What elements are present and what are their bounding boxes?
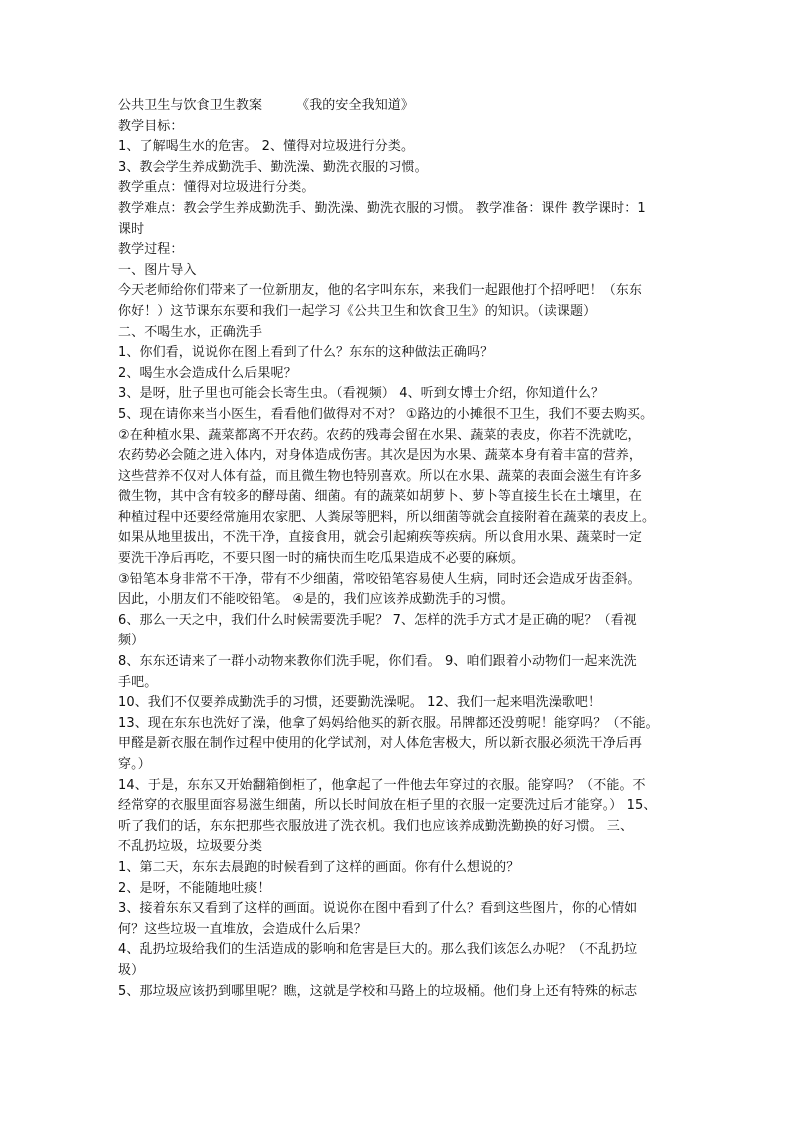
text-line: 3、接着东东又看到了这样的画面。说说你在图中看到了什么？看到这些图片，你的心情如 (118, 901, 638, 917)
text-line: 因此，小朋友们不能咬铅笔。 ④是的，我们应该养成勤洗手的习惯。 (118, 592, 514, 608)
document-page (118, 96, 680, 1002)
text-line: 何？这些垃圾一直堆放，会造成什么后果？ (118, 921, 367, 937)
document-title-line (118, 96, 680, 117)
text-line: 6、那么一天之中，我们什么时候需要洗手呢？ 7、怎样的洗手方式才是正确的呢？（看视 (118, 612, 637, 628)
text-line: 14、于是，东东又开始翻箱倒柜了，他拿起了一件他去年穿过的衣服。能穿吗？（不能。不 (118, 777, 646, 793)
text-line: 经常穿的衣服里面容易滋生细菌，所以长时间放在柜子里的衣服一定要洗过后才能穿。） 15、 (118, 798, 657, 814)
text-line: 你好！）这节课东东要和我们一起学习《公共卫生和饮食卫生》的知识。（读课题） (118, 303, 597, 319)
text-line: ③铅笔本身非常不干净，带有不少细菌，常咬铅笔容易使人生病，同时还会造成牙齿歪斜。 (118, 571, 641, 587)
text-line: 听了我们的话，东东把那些衣服放进了洗衣机。我们也应该养成勤洗勤换的好习惯。 三、 (118, 818, 634, 834)
document-body (118, 117, 680, 1003)
text-line: 如果从地里拔出，不洗干净，直接食用，就会引起痢疾等疾病。所以食用水果、蔬菜时一定 (118, 530, 643, 546)
document-subtitle: 《我的安全我知道》 (296, 98, 415, 113)
text-line: 1、你们看，说说你在图上看到了什么？东东的这种做法正确吗？ (118, 345, 494, 361)
text-line: 课时 (118, 221, 145, 237)
text-line: 3、是呀，肚子里也可能会长寄生虫。（看视频） 4、听到女博士介绍，你知道什么？ (118, 386, 605, 402)
text-line: 穿。） (118, 757, 151, 772)
text-line: 5、那垃圾应该扔到哪里呢？瞧，这就是学校和马路上的垃圾桶。他们身上还有特殊的标志 (118, 983, 638, 999)
text-line: 甲醛是新衣服在制作过程中使用的化学试剂，对人体危害极大，所以新衣服必须洗干净后再 (118, 736, 643, 752)
text-line: 5、现在请你来当小医生，看看他们做得对不对？ ①路边的小摊很不卫生，我们不要去购买。 (118, 406, 654, 422)
text-line: 2、喝生水会造成什么后果呢？ (118, 365, 297, 381)
text-line: 13、现在东东也洗好了澡，他拿了妈妈给他买的新衣服。吊牌都还没剪呢！能穿吗？（不能。 (118, 715, 659, 731)
text-line: 1、第二天，东东去晨跑的时候看到了这样的画面。你有什么想说的？ (118, 859, 520, 875)
text-line: 4、乱扔垃圾给我们的生活造成的影响和危害是巨大的。那么我们该怎么办呢？（不乱扔垃 (118, 942, 638, 958)
text-line: 教学重点：懂得对垃圾进行分类。 (118, 180, 315, 196)
text-line: 频） (118, 633, 145, 649)
text-line: 这些营养不仅对人体有益，而且微生物也特别喜欢。所以在水果、蔬菜的表面会滋生有许多 (118, 468, 643, 484)
text-line: 圾） (118, 962, 145, 978)
text-line: 二、不喝生水，正确洗手 (118, 324, 263, 340)
text-line: 教学过程： (118, 242, 184, 258)
text-line: 农药势必会随之进入体内，对身体造成伤害。其次是因为水果、蔬菜本身有着丰富的营养， (118, 448, 643, 464)
text-line: 种植过程中还要经常施用农家肥、人粪尿等肥料，所以细菌等就会直接附着在蔬菜的表皮上。 (118, 509, 656, 525)
text-line: 10、我们不仅要养成勤洗手的习惯，还要勤洗澡呢。 12、我们一起来唱洗澡歌吧！ (118, 695, 602, 711)
text-line: 不乱扔垃圾，垃圾要分类 (118, 839, 263, 855)
text-line: 要洗干净后再吃，不要只图一时的痛快而生吃瓜果造成不必要的麻烦。 (118, 551, 525, 567)
text-line: 2、是呀，不能随地吐痰！ (118, 880, 271, 896)
document-title: 公共卫生与饮食卫生教案 (118, 98, 263, 113)
text-line: 教学目标： (118, 118, 184, 134)
text-line: 一、图片导入 (118, 262, 197, 278)
text-line: 教学难点：教会学生养成勤洗手、勤洗澡、勤洗衣服的习惯。 教学准备：课件 教学课时：1 (118, 200, 646, 216)
text-line: 微生物，其中含有较多的酵母菌、细菌。有的蔬菜如胡萝卜、萝卜等直接生长在土壤里，在 (118, 489, 643, 505)
text-line: 手吧。 (118, 674, 158, 690)
text-line: 1、了解喝生水的危害。 2、懂得对垃圾进行分类。 (118, 139, 415, 155)
text-line: 8、东东还请来了一群小动物来教你们洗手呢，你们看。 9、咱们跟着小动物们一起来洗洗 (118, 654, 637, 670)
text-line: 今天老师给你们带来了一位新朋友，他的名字叫东东，来我们一起跟他打个招呼吧！（东东 (118, 283, 643, 299)
text-line: 3、教会学生养成勤洗手、勤洗澡、勤洗衣服的习惯。 (118, 159, 428, 175)
text-line: ②在种植水果、蔬菜都离不开农药。农药的残毒会留在水果、蔬菜的表皮，你若不洗就吃， (118, 427, 641, 443)
